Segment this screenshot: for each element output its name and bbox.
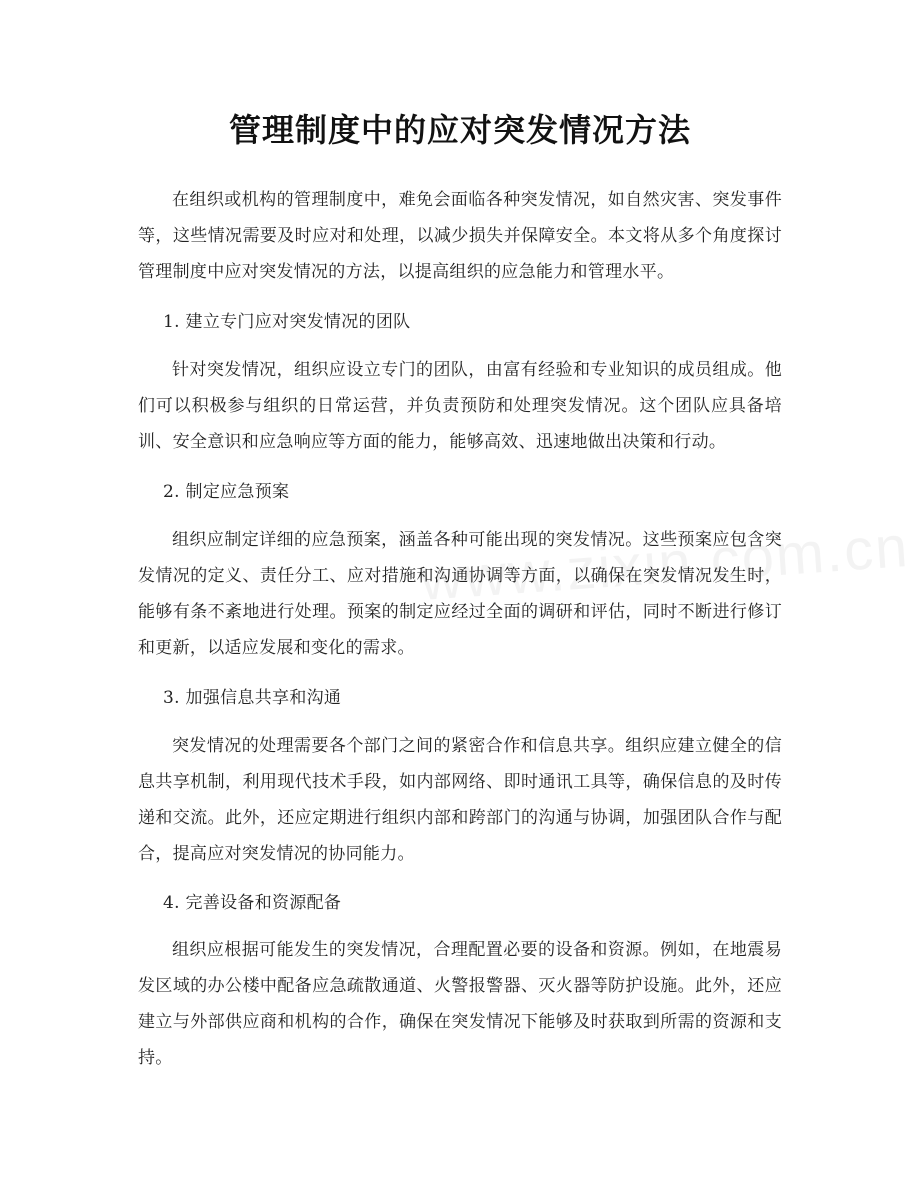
intro-paragraph: 在组织或机构的管理制度中，难免会面临各种突发情况，如自然灾害、突发事件等，这些情况需要及时应对和处理，以减少损失并保障安全。本文将从多个角度探讨管理制度中应对突发情况的方法，以提高组织的应急能力和管理水平。 — [138, 190, 782, 282]
section-body-3: 突发情况的处理需要各个部门之间的紧密合作和信息共享。组织应建立健全的信息共享机制，利用现代技术手段，如内部网络、即时通讯工具等，确保信息的及时传递和交流。此外，还应定期进行组织内部和跨部门的沟通与协调，加强团队合作与配合，提高应对突发情况的协同能力。 — [138, 736, 782, 864]
section-heading-4: 4. 完善设备和资源配备 — [163, 893, 342, 913]
section-heading-1: 1. 建立专门应对突发情况的团队 — [163, 312, 411, 332]
section-heading-3: 3. 加强信息共享和沟通 — [163, 688, 342, 708]
section-heading-2: 2. 制定应急预案 — [163, 482, 290, 502]
section-body-1: 针对突发情况，组织应设立专门的团队，由富有经验和专业知识的成员组成。他们可以积极参与组织的日常运营，并负责预防和处理突发情况。这个团队应具备培训、安全意识和应急响应等方面的能力，能够高效、迅速地做出决策和行动。 — [138, 360, 782, 452]
section-body-2: 组织应制定详细的应急预案，涵盖各种可能出现的突发情况。这些预案应包含突发情况的定义、责任分工、应对措施和沟通协调等方面，以确保在突发情况发生时，能够有条不紊地进行处理。预案的制定应经过全面的调研和评估，同时不断进行修订和更新，以适应发展和变化的需求。 — [138, 530, 782, 658]
section-body-4: 组织应根据可能发生的突发情况，合理配置必要的设备和资源。例如，在地震易发区域的办公楼中配备应急疏散通道、火警报警器、灭火器等防护设施。此外，还应建立与外部供应商和机构的合作，确保在突发情况下能够及时获取到所需的资源和支持。 — [138, 940, 782, 1068]
document-title: 管理制度中的应对突发情况方法 — [228, 111, 691, 149]
